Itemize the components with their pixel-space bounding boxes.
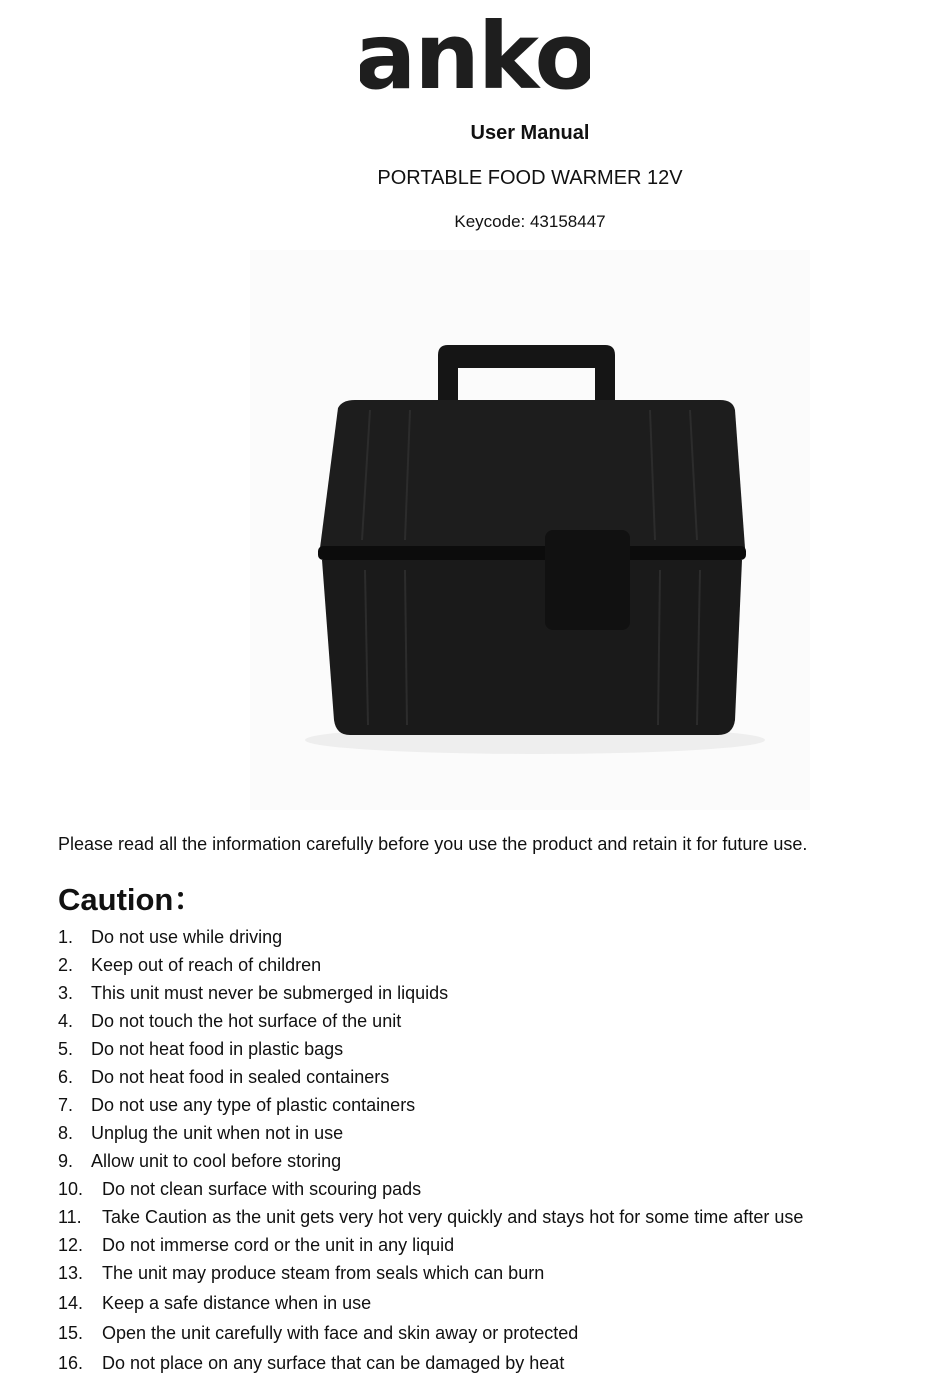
list-item: 2. Keep out of reach of children (58, 955, 322, 975)
product-photo (250, 250, 810, 810)
list-item: 5. Do not heat food in plastic bags (58, 1039, 344, 1059)
intro-text: Please read all the information carefully before you use the product and retain it for future use. (58, 834, 808, 854)
list-item: 12. Do not immerse cord or the unit in any liquid (58, 1235, 455, 1255)
caution-heading: Caution： (58, 882, 205, 917)
product-name: PORTABLE FOOD WARMER 12V (377, 167, 683, 189)
list-item: 7. Do not use any type of plastic containers (58, 1095, 416, 1115)
list-item: 3. This unit must never be submerged in liquids (58, 983, 449, 1003)
list-item: 8. Unplug the unit when not in use (58, 1123, 344, 1143)
keycode: Keycode: 43158447 (454, 212, 606, 231)
list-item: 4. Do not touch the hot surface of the unit (58, 1011, 402, 1031)
list-item: 9. Allow unit to cool before storing (58, 1151, 342, 1171)
list-item: 6. Do not heat food in sealed containers (58, 1067, 390, 1087)
list-item: 10. Do not clean surface with scouring pads (58, 1179, 422, 1199)
list-item: 16. Do not place on any surface that can be damaged by heat (58, 1353, 565, 1373)
anko-logo (0, 14, 950, 99)
svg-text:anko: anko (360, 14, 590, 94)
document-title: User Manual (470, 122, 590, 144)
list-item: 13. The unit may produce steam from seals which can burn (58, 1263, 545, 1283)
list-item: 15. Open the unit carefully with face and skin away or protected (58, 1323, 579, 1343)
list-item: 14. Keep a safe distance when in use (58, 1293, 372, 1313)
caution-list (58, 923, 803, 1377)
list-item: 1. Do not use while driving (58, 927, 283, 947)
list-item: 11. Take Caution as the unit gets very hot very quickly and stays hot for some time after use (58, 1207, 804, 1227)
